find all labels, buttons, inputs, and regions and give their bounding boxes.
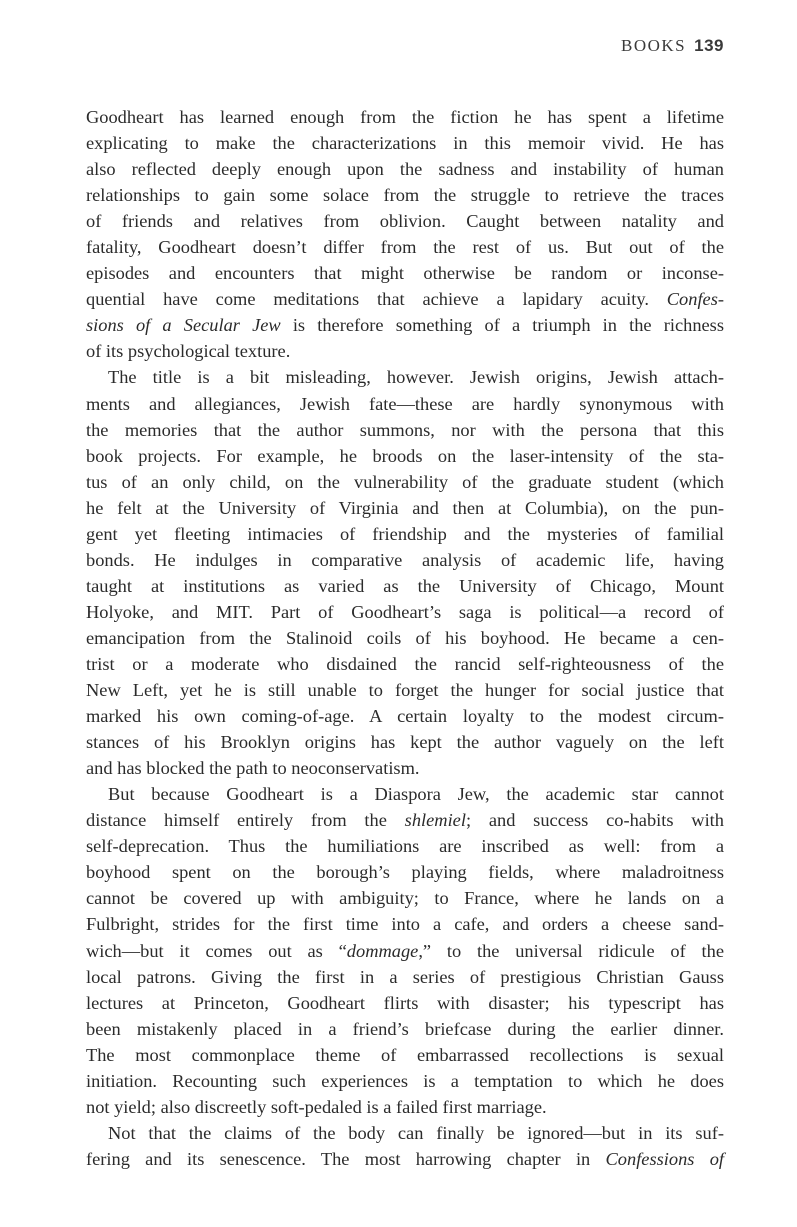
text-segment: Fulbright, strides for the first time into a cafe, and orders a cheese sand- (86, 914, 724, 935)
text-line (86, 964, 724, 990)
text-line (86, 469, 724, 495)
italic-text: Confessions of (605, 1148, 724, 1169)
text-segment: lectures at Princeton, Goodheart flirts with disaster; his typescript has (86, 992, 725, 1013)
text-line (86, 1094, 724, 1120)
section-title: BOOKS (621, 36, 687, 55)
text-segment: been mistakenly placed in a friend’s briefcase during the earlier dinner. (86, 1018, 724, 1039)
text-segment: fatality, Goodheart doesn’t differ from the rest of us. But out of the (86, 237, 724, 258)
text-segment: initiation. Recounting such experiences is a temptation to which he does (86, 1070, 724, 1091)
text-segment: book projects. For example, he broods on the laser-intensity of the sta- (86, 445, 724, 466)
text-line (86, 338, 724, 364)
text-line (86, 104, 724, 130)
text-line (86, 1068, 724, 1094)
text-line (86, 938, 724, 964)
text-segment: he felt at the University of Virginia and then at Columbia), on the pun- (86, 497, 724, 518)
text-segment: also reflected deeply enough upon the sadness and instability of human (86, 159, 724, 180)
text-segment: cannot be covered up with ambiguity; to France, where he lands on a (86, 888, 724, 909)
text-line (86, 781, 724, 807)
text-line (86, 234, 724, 260)
text-line (86, 1120, 724, 1146)
text-line (86, 391, 724, 417)
text-segment: ,” to the universal ridicule of the (418, 940, 724, 961)
text-segment: not yield; also discreetly soft-pedaled is a failed first marriage. (86, 1096, 547, 1117)
text-line (86, 156, 724, 182)
text-segment: is therefore something of a triumph in the richness (280, 315, 724, 336)
book-page (86, 0, 724, 1227)
text-segment: quential have come meditations that achieve a lapidary acuity. (86, 289, 667, 310)
text-segment: boyhood spent on the borough’s playing fields, where maladroitness (86, 862, 724, 883)
italic-text: sions of a Secular Jew (86, 315, 281, 336)
text-segment: New Left, yet he is still unable to forget the hunger for social justice that (86, 680, 724, 701)
text-line (86, 677, 724, 703)
body-text (86, 104, 724, 1172)
page-number: 139 (694, 36, 724, 55)
text-segment: Holyoke, and MIT. Part of Goodheart’s saga is political—a record of (86, 601, 724, 622)
text-segment: The title is a bit misleading, however. Jewish origins, Jewish attach- (108, 367, 724, 388)
text-line (86, 755, 724, 781)
text-line (86, 495, 724, 521)
text-line (86, 885, 724, 911)
text-line (86, 651, 724, 677)
text-line (86, 1146, 724, 1172)
text-segment: The most commonplace theme of embarrassed recollections is sexual (86, 1044, 724, 1065)
text-line (86, 573, 724, 599)
text-line (86, 260, 724, 286)
text-line (86, 521, 724, 547)
text-line (86, 729, 724, 755)
text-line (86, 1016, 724, 1042)
text-line (86, 599, 724, 625)
text-line (86, 547, 724, 573)
text-segment: taught at institutions as varied as the University of Chicago, Mount (86, 575, 724, 596)
italic-text: Confes- (666, 289, 724, 310)
text-segment: bonds. He indulges in comparative analysis of academic life, having (86, 549, 724, 570)
text-line (86, 703, 724, 729)
text-segment: But because Goodheart is a Diaspora Jew, the academic star cannot (108, 784, 724, 805)
text-segment: marked his own coming-of-age. A certain loyalty to the modest circum- (86, 706, 724, 727)
text-segment: relationships to gain some solace from the struggle to retrieve the traces (86, 185, 724, 206)
text-line (86, 990, 724, 1016)
text-line (86, 182, 724, 208)
text-segment: ; and success co-habits with (465, 810, 724, 831)
text-segment: tus of an only child, on the vulnerability of the graduate student (which (86, 471, 724, 492)
text-line (86, 286, 724, 312)
text-segment: wich—but it comes out as “ (86, 940, 347, 961)
text-segment: self-deprecation. Thus the humiliations are inscribed as well: from a (86, 836, 724, 857)
text-line (86, 911, 724, 937)
text-segment: Goodheart has learned enough from the fiction he has spent a lifetime (86, 107, 724, 127)
italic-text: dommage (346, 940, 419, 961)
text-segment: explicating to make the characterizations in this memoir vivid. He has (86, 133, 724, 154)
text-segment: episodes and encounters that might otherwise be random or inconse- (86, 263, 724, 284)
text-segment: and has blocked the path to neoconservatism. (86, 758, 420, 779)
text-segment: stances of his Brooklyn origins has kept the author vaguely on the left (86, 732, 724, 753)
text-line (86, 833, 724, 859)
text-line (86, 312, 724, 338)
text-segment: of friends and relatives from oblivion. Caught between natality and (86, 211, 724, 232)
text-segment: ments and allegiances, Jewish fate—these are hardly synonymous with (86, 393, 724, 414)
text-line (86, 625, 724, 651)
text-segment: distance himself entirely from the (86, 810, 405, 831)
running-header (621, 36, 724, 56)
italic-text: shlemiel (404, 810, 466, 831)
text-segment: the memories that the author summons, nor with the persona that this (86, 419, 724, 440)
text-segment: of its psychological texture. (86, 341, 291, 362)
text-segment: fering and its senescence. The most harrowing chapter in (86, 1148, 606, 1169)
text-line (86, 859, 724, 885)
text-segment: gent yet fleeting intimacies of friendship and the mysteries of familial (86, 523, 724, 544)
text-line (86, 364, 724, 390)
text-segment: Not that the claims of the body can finally be ignored—but in its suf- (108, 1122, 724, 1143)
text-segment: emancipation from the Stalinoid coils of his boyhood. He became a cen- (86, 627, 724, 648)
text-segment: local patrons. Giving the first in a series of prestigious Christian Gauss (86, 966, 724, 987)
text-segment: trist or a moderate who disdained the rancid self-righteousness of the (86, 653, 724, 674)
text-line (86, 443, 724, 469)
text-line (86, 417, 724, 443)
text-line (86, 807, 724, 833)
text-line (86, 130, 724, 156)
text-line (86, 208, 724, 234)
text-line (86, 1042, 724, 1068)
